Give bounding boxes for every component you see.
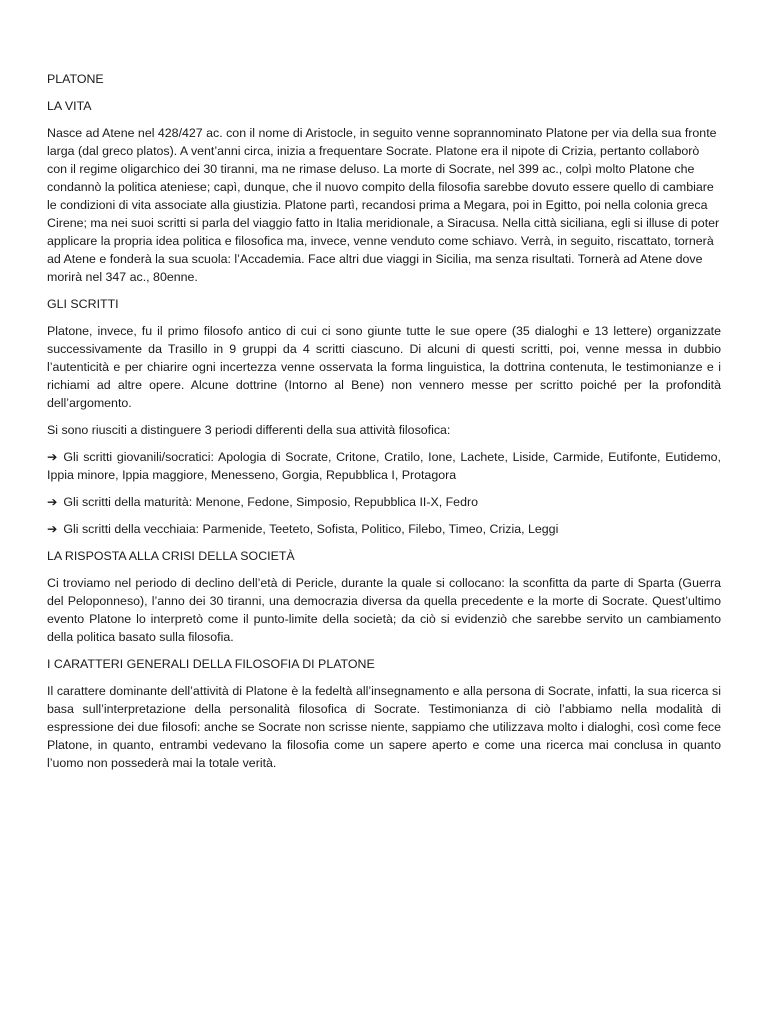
list-item-period-giovanili <box>47 448 721 484</box>
arrow-icon: ➔ <box>47 522 58 536</box>
list-item-period-maturita <box>47 493 721 511</box>
period-text: Gli scritti della maturità: Menone, Fedone, Simposio, Repubblica II-X, Fedro <box>63 495 478 509</box>
period-text: Gli scritti della vecchiaia: Parmenide, Teeteto, Sofista, Politico, Filebo, Timeo, Crizia, Leggi <box>63 522 559 536</box>
paragraph-vita: Nasce ad Atene nel 428/427 ac. con il nome di Aristocle, in seguito venne soprannominato Platone per via della sua fronte larga (dal greco platos). A vent’anni circa, inizia a frequentare Socrate. Platone era il nipote di Crizia, pertanto collaborò con il regime oligarchico dei 30 tiranni, ma ne rimase deluso. La morte di Socrate, nel 399 ac., colpì molto Platone che condannò la politica ateniese; capì, dunque, che il nuovo compito della filosofia sarebbe dovuto essere quello di cambiare le condizioni di vita associate alla giustizia. Platone partì, recandosi prima a Megara, poi in Egitto, poi nella colonia greca Cirene; ma nei suoi scritti si parla del viaggio fatto in Italia meridionale, a Siracusa. Nella città siciliana, egli si illuse di poter applicare la propria idea politica e filosofica ma, invece, venne venduto come schiavo. Verrà, in seguito, riscattato, tornerà ad Atene e fonderà la sua scuola: l’Accademia. Face altri due viaggi in Sicilia, ma senza risultati. Tornerà ad Atene dove morirà nel 347 ac., 80enne. <box>47 126 720 284</box>
paragraph-caratteri: Il carattere dominante dell’attività di Platone è la fedeltà all’insegnamento e alla persona di Socrate, infatti, la sua ricerca si basa sull’interpretazione della personalità filosofica di Socrate. Testimonianza di ciò l’abbiamo nella modalità di espressione dei due filosofi: anche se Socrate non scrisse niente, sappiamo che utilizzava molto i dialoghi, così come fece Platone, in quanto, entrambi vedevano la filosofia come un sapere aperto e come una ricerca mai conclusa in quanto l’uomo non possederà mai la totale verità. <box>47 684 721 770</box>
paragraph-scritti: Platone, invece, fu il primo filosofo antico di cui ci sono giunte tutte le sue opere (35 dialoghi e 13 lettere) organizzate successivamente da Trasillo in 9 gruppi da 4 scritti ciascuno. Di alcuni di questi scritti, poi, venne messa in dubbio l’autenticità e per chiarire ogni incertezza venne osservata la forma linguistica, la dottrina contenuta, le testimonianze e i richiami ad altre opere. Alcune dottrine (Intorno al Bene) non vennero messe per scritto poiché per la profondità dell’argomento. <box>47 324 721 410</box>
arrow-icon: ➔ <box>47 495 58 509</box>
document-body <box>47 70 721 781</box>
section-heading-crisi: LA RISPOSTA ALLA CRISI DELLA SOCIETÀ <box>47 549 295 563</box>
document-title: PLATONE <box>47 72 104 86</box>
paragraph-crisi: Ci troviamo nel periodo di declino dell’età di Pericle, durante la quale si collocano: la sconfitta da parte di Sparta (Guerra del Peloponneso), l’anno dei 30 tiranni, una democrazia diversa da quella precedente e la morte di Socrate. Quest’ultimo evento Platone lo interpretò come il punto-limite della società; da ciò si evidenziò che sarebbe servito un cambiamento della politica basato sulla filosofia. <box>47 576 721 644</box>
paragraph-periods-intro: Si sono riusciti a distinguere 3 periodi differenti della sua attività filosofica: <box>47 423 451 437</box>
section-heading-vita: LA VITA <box>47 99 92 113</box>
section-heading-scritti: GLI SCRITTI <box>47 297 119 311</box>
list-item-period-vecchiaia <box>47 520 721 538</box>
period-text: Gli scritti giovanili/socratici: Apologia di Socrate, Critone, Cratilo, Ione, Lachete, Liside, Carmide, Eutifonte, Eutidemo, Ippia minore, Ippia maggiore, Menesseno, Gorgia, Repubblica I, Protagora <box>47 450 721 482</box>
section-heading-caratteri: I CARATTERI GENERALI DELLA FILOSOFIA DI PLATONE <box>47 657 375 671</box>
arrow-icon: ➔ <box>47 450 58 464</box>
